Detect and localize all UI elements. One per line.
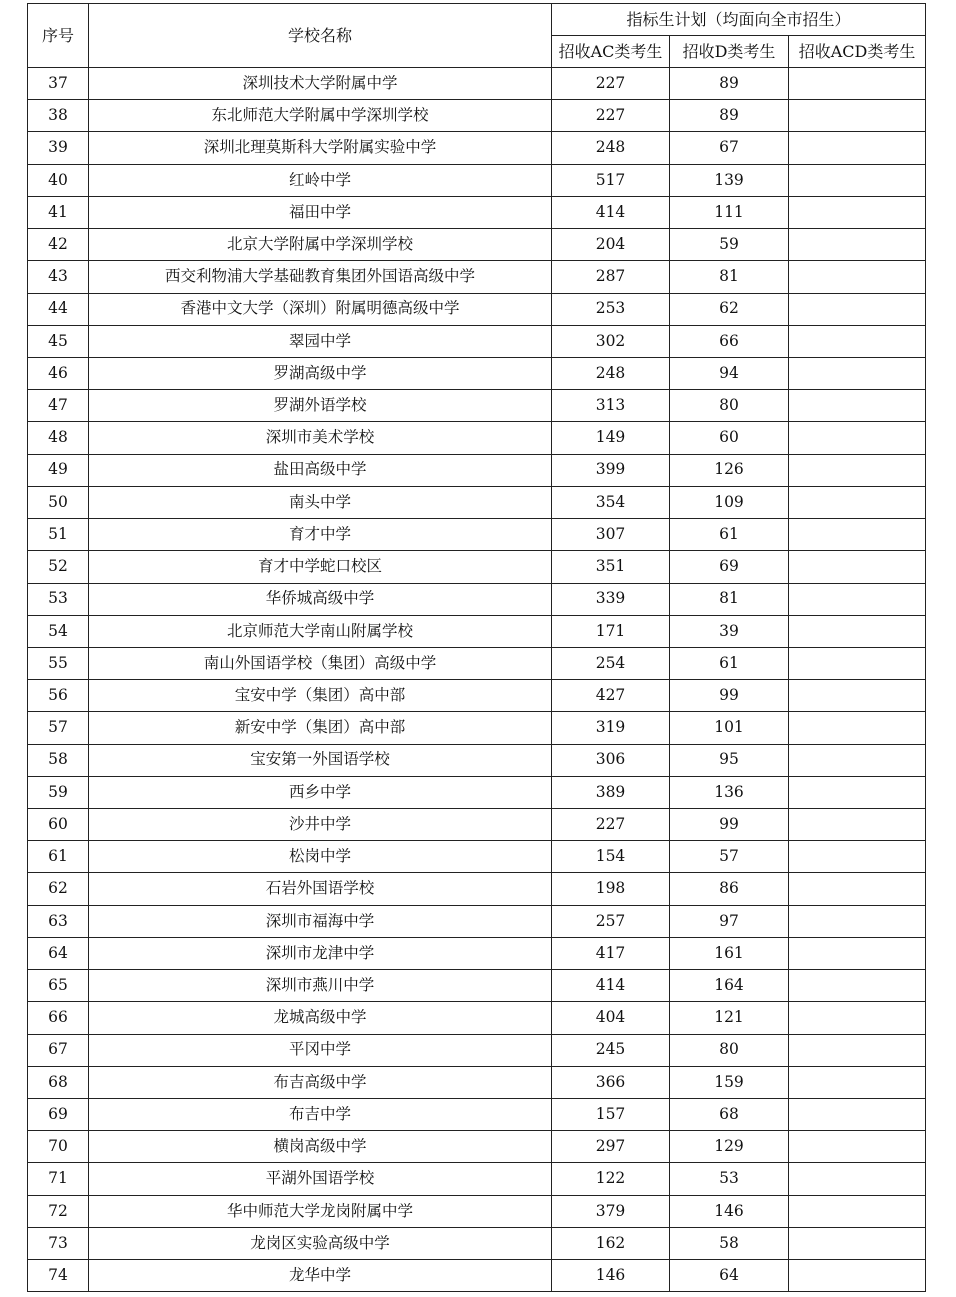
- cell-ac-count: 404: [552, 1002, 670, 1034]
- table-row: [28, 325, 926, 357]
- cell-ac-count: 414: [552, 196, 670, 228]
- cell-d-count: 89: [670, 68, 789, 100]
- cell-school-name: 龙城高级中学: [89, 1002, 552, 1034]
- header-ac: 招收AC类考生: [552, 36, 670, 68]
- cell-school-name: 红岭中学: [89, 164, 552, 196]
- table-row: [28, 68, 926, 100]
- cell-index: 72: [28, 1195, 89, 1227]
- cell-ac-count: 417: [552, 937, 670, 969]
- cell-index: 60: [28, 809, 89, 841]
- table-row: [28, 1034, 926, 1066]
- cell-d-count: 80: [670, 390, 789, 422]
- table-row: [28, 712, 926, 744]
- cell-ac-count: 427: [552, 680, 670, 712]
- table-row: [28, 776, 926, 808]
- cell-ac-count: 313: [552, 390, 670, 422]
- cell-d-count: 69: [670, 551, 789, 583]
- table-row: [28, 454, 926, 486]
- cell-ac-count: 287: [552, 261, 670, 293]
- cell-acd-count: [789, 454, 926, 486]
- cell-index: 70: [28, 1131, 89, 1163]
- cell-index: 68: [28, 1066, 89, 1098]
- cell-d-count: 159: [670, 1066, 789, 1098]
- cell-ac-count: 245: [552, 1034, 670, 1066]
- cell-index: 52: [28, 551, 89, 583]
- cell-school-name: 罗湖外语学校: [89, 390, 552, 422]
- table-row: [28, 519, 926, 551]
- cell-d-count: 146: [670, 1195, 789, 1227]
- cell-index: 62: [28, 873, 89, 905]
- cell-acd-count: [789, 744, 926, 776]
- cell-index: 47: [28, 390, 89, 422]
- cell-index: 69: [28, 1099, 89, 1131]
- cell-index: 38: [28, 100, 89, 132]
- cell-acd-count: [789, 776, 926, 808]
- cell-index: 42: [28, 229, 89, 261]
- cell-d-count: 57: [670, 841, 789, 873]
- cell-school-name: 沙井中学: [89, 809, 552, 841]
- table-row: [28, 1195, 926, 1227]
- cell-ac-count: 351: [552, 551, 670, 583]
- header-d: 招收D类考生: [670, 36, 789, 68]
- cell-ac-count: 198: [552, 873, 670, 905]
- cell-index: 45: [28, 325, 89, 357]
- cell-school-name: 深圳市福海中学: [89, 905, 552, 937]
- cell-ac-count: 227: [552, 100, 670, 132]
- cell-school-name: 平冈中学: [89, 1034, 552, 1066]
- cell-acd-count: [789, 1163, 926, 1195]
- cell-school-name: 华中师范大学龙岗附属中学: [89, 1195, 552, 1227]
- cell-ac-count: 253: [552, 293, 670, 325]
- cell-ac-count: 157: [552, 1099, 670, 1131]
- table-row: [28, 390, 926, 422]
- cell-acd-count: [789, 1195, 926, 1227]
- cell-ac-count: 154: [552, 841, 670, 873]
- cell-d-count: 59: [670, 229, 789, 261]
- cell-d-count: 80: [670, 1034, 789, 1066]
- cell-ac-count: 389: [552, 776, 670, 808]
- table-row: [28, 841, 926, 873]
- cell-d-count: 58: [670, 1227, 789, 1259]
- cell-school-name: 布吉中学: [89, 1099, 552, 1131]
- cell-ac-count: 171: [552, 615, 670, 647]
- cell-index: 50: [28, 486, 89, 518]
- cell-index: 53: [28, 583, 89, 615]
- table-row: [28, 357, 926, 389]
- cell-acd-count: [789, 486, 926, 518]
- cell-acd-count: [789, 1099, 926, 1131]
- table-row: [28, 229, 926, 261]
- cell-school-name: 平湖外国语学校: [89, 1163, 552, 1195]
- cell-d-count: 99: [670, 680, 789, 712]
- cell-acd-count: [789, 551, 926, 583]
- cell-d-count: 39: [670, 615, 789, 647]
- cell-d-count: 136: [670, 776, 789, 808]
- table-row: [28, 1260, 926, 1292]
- cell-index: 57: [28, 712, 89, 744]
- quota-table: [27, 3, 926, 1292]
- cell-school-name: 深圳技术大学附属中学: [89, 68, 552, 100]
- cell-ac-count: 254: [552, 647, 670, 679]
- cell-school-name: 罗湖高级中学: [89, 357, 552, 389]
- cell-acd-count: [789, 905, 926, 937]
- cell-school-name: 深圳市龙津中学: [89, 937, 552, 969]
- cell-acd-count: [789, 1260, 926, 1292]
- table-row: [28, 1163, 926, 1195]
- cell-ac-count: 227: [552, 68, 670, 100]
- cell-d-count: 139: [670, 164, 789, 196]
- table-row: [28, 647, 926, 679]
- cell-d-count: 99: [670, 809, 789, 841]
- cell-school-name: 深圳市燕川中学: [89, 970, 552, 1002]
- cell-ac-count: 248: [552, 132, 670, 164]
- table-row: [28, 1002, 926, 1034]
- table-row: [28, 132, 926, 164]
- cell-acd-count: [789, 390, 926, 422]
- cell-acd-count: [789, 615, 926, 647]
- cell-d-count: 97: [670, 905, 789, 937]
- table-row: [28, 196, 926, 228]
- cell-acd-count: [789, 1066, 926, 1098]
- cell-acd-count: [789, 422, 926, 454]
- table-row: [28, 809, 926, 841]
- cell-acd-count: [789, 647, 926, 679]
- cell-d-count: 60: [670, 422, 789, 454]
- cell-index: 41: [28, 196, 89, 228]
- cell-ac-count: 149: [552, 422, 670, 454]
- cell-acd-count: [789, 1034, 926, 1066]
- cell-school-name: 西乡中学: [89, 776, 552, 808]
- cell-index: 59: [28, 776, 89, 808]
- cell-school-name: 宝安中学（集团）高中部: [89, 680, 552, 712]
- cell-ac-count: 366: [552, 1066, 670, 1098]
- cell-index: 54: [28, 615, 89, 647]
- cell-school-name: 横岗高级中学: [89, 1131, 552, 1163]
- cell-school-name: 育才中学: [89, 519, 552, 551]
- cell-acd-count: [789, 809, 926, 841]
- table-row: [28, 744, 926, 776]
- cell-ac-count: 204: [552, 229, 670, 261]
- cell-acd-count: [789, 841, 926, 873]
- table-body: [28, 68, 926, 1292]
- cell-index: 48: [28, 422, 89, 454]
- cell-ac-count: 162: [552, 1227, 670, 1259]
- cell-d-count: 61: [670, 519, 789, 551]
- cell-d-count: 129: [670, 1131, 789, 1163]
- cell-index: 43: [28, 261, 89, 293]
- cell-d-count: 61: [670, 647, 789, 679]
- cell-ac-count: 414: [552, 970, 670, 1002]
- cell-ac-count: 306: [552, 744, 670, 776]
- cell-acd-count: [789, 712, 926, 744]
- cell-ac-count: 257: [552, 905, 670, 937]
- cell-acd-count: [789, 873, 926, 905]
- table-row: [28, 551, 926, 583]
- cell-school-name: 龙岗区实验高级中学: [89, 1227, 552, 1259]
- cell-ac-count: 248: [552, 357, 670, 389]
- cell-d-count: 109: [670, 486, 789, 518]
- cell-ac-count: 339: [552, 583, 670, 615]
- header-acd: 招收ACD类考生: [789, 36, 926, 68]
- cell-school-name: 新安中学（集团）高中部: [89, 712, 552, 744]
- cell-ac-count: 399: [552, 454, 670, 486]
- cell-school-name: 宝安第一外国语学校: [89, 744, 552, 776]
- cell-d-count: 64: [670, 1260, 789, 1292]
- cell-d-count: 81: [670, 261, 789, 293]
- cell-acd-count: [789, 583, 926, 615]
- cell-acd-count: [789, 325, 926, 357]
- cell-acd-count: [789, 357, 926, 389]
- cell-d-count: 86: [670, 873, 789, 905]
- cell-school-name: 北京大学附属中学深圳学校: [89, 229, 552, 261]
- cell-acd-count: [789, 937, 926, 969]
- cell-ac-count: 307: [552, 519, 670, 551]
- cell-school-name: 南山外国语学校（集团）高级中学: [89, 647, 552, 679]
- cell-ac-count: 302: [552, 325, 670, 357]
- cell-index: 58: [28, 744, 89, 776]
- cell-index: 64: [28, 937, 89, 969]
- cell-school-name: 布吉高级中学: [89, 1066, 552, 1098]
- table-row: [28, 100, 926, 132]
- cell-school-name: 南头中学: [89, 486, 552, 518]
- cell-ac-count: 122: [552, 1163, 670, 1195]
- cell-school-name: 育才中学蛇口校区: [89, 551, 552, 583]
- cell-acd-count: [789, 1131, 926, 1163]
- cell-school-name: 北京师范大学南山附属学校: [89, 615, 552, 647]
- cell-d-count: 161: [670, 937, 789, 969]
- cell-acd-count: [789, 519, 926, 551]
- cell-index: 67: [28, 1034, 89, 1066]
- cell-school-name: 福田中学: [89, 196, 552, 228]
- cell-index: 71: [28, 1163, 89, 1195]
- cell-acd-count: [789, 680, 926, 712]
- cell-acd-count: [789, 100, 926, 132]
- table-row: [28, 937, 926, 969]
- cell-index: 51: [28, 519, 89, 551]
- cell-index: 56: [28, 680, 89, 712]
- cell-d-count: 53: [670, 1163, 789, 1195]
- cell-ac-count: 319: [552, 712, 670, 744]
- cell-index: 74: [28, 1260, 89, 1292]
- cell-index: 40: [28, 164, 89, 196]
- cell-school-name: 翠园中学: [89, 325, 552, 357]
- cell-index: 49: [28, 454, 89, 486]
- table-row: [28, 680, 926, 712]
- cell-d-count: 67: [670, 132, 789, 164]
- table-row: [28, 1131, 926, 1163]
- cell-acd-count: [789, 261, 926, 293]
- table-row: [28, 164, 926, 196]
- cell-d-count: 126: [670, 454, 789, 486]
- cell-index: 46: [28, 357, 89, 389]
- cell-acd-count: [789, 1002, 926, 1034]
- cell-index: 66: [28, 1002, 89, 1034]
- cell-school-name: 龙华中学: [89, 1260, 552, 1292]
- cell-d-count: 164: [670, 970, 789, 1002]
- cell-d-count: 94: [670, 357, 789, 389]
- table-row: [28, 1227, 926, 1259]
- table-row: [28, 1066, 926, 1098]
- cell-d-count: 62: [670, 293, 789, 325]
- cell-index: 63: [28, 905, 89, 937]
- cell-school-name: 东北师范大学附属中学深圳学校: [89, 100, 552, 132]
- cell-index: 73: [28, 1227, 89, 1259]
- cell-ac-count: 297: [552, 1131, 670, 1163]
- table-row: [28, 486, 926, 518]
- table-row: [28, 615, 926, 647]
- header-index: 序号: [28, 4, 89, 68]
- cell-index: 65: [28, 970, 89, 1002]
- table-row: [28, 261, 926, 293]
- table-row: [28, 873, 926, 905]
- cell-school-name: 盐田高级中学: [89, 454, 552, 486]
- cell-school-name: 深圳市美术学校: [89, 422, 552, 454]
- cell-index: 55: [28, 647, 89, 679]
- cell-acd-count: [789, 164, 926, 196]
- cell-d-count: 111: [670, 196, 789, 228]
- cell-d-count: 89: [670, 100, 789, 132]
- cell-school-name: 西交利物浦大学基础教育集团外国语高级中学: [89, 261, 552, 293]
- cell-school-name: 松岗中学: [89, 841, 552, 873]
- cell-acd-count: [789, 229, 926, 261]
- cell-index: 44: [28, 293, 89, 325]
- cell-acd-count: [789, 196, 926, 228]
- cell-school-name: 香港中文大学（深圳）附属明德高级中学: [89, 293, 552, 325]
- cell-d-count: 121: [670, 1002, 789, 1034]
- table-row: [28, 583, 926, 615]
- header-plan: 指标生计划（均面向全市招生）: [552, 4, 926, 36]
- cell-school-name: 深圳北理莫斯科大学附属实验中学: [89, 132, 552, 164]
- header-school: 学校名称: [89, 4, 552, 68]
- table-row: [28, 970, 926, 1002]
- cell-acd-count: [789, 970, 926, 1002]
- cell-ac-count: 379: [552, 1195, 670, 1227]
- cell-school-name: 华侨城高级中学: [89, 583, 552, 615]
- cell-d-count: 68: [670, 1099, 789, 1131]
- cell-ac-count: 517: [552, 164, 670, 196]
- cell-acd-count: [789, 132, 926, 164]
- cell-acd-count: [789, 293, 926, 325]
- cell-index: 37: [28, 68, 89, 100]
- cell-d-count: 95: [670, 744, 789, 776]
- table-row: [28, 905, 926, 937]
- cell-ac-count: 146: [552, 1260, 670, 1292]
- cell-ac-count: 354: [552, 486, 670, 518]
- cell-d-count: 81: [670, 583, 789, 615]
- cell-acd-count: [789, 68, 926, 100]
- cell-d-count: 101: [670, 712, 789, 744]
- table-row: [28, 293, 926, 325]
- table-row: [28, 422, 926, 454]
- cell-index: 39: [28, 132, 89, 164]
- cell-school-name: 石岩外国语学校: [89, 873, 552, 905]
- table-row: [28, 1099, 926, 1131]
- cell-index: 61: [28, 841, 89, 873]
- cell-acd-count: [789, 1227, 926, 1259]
- cell-ac-count: 227: [552, 809, 670, 841]
- cell-d-count: 66: [670, 325, 789, 357]
